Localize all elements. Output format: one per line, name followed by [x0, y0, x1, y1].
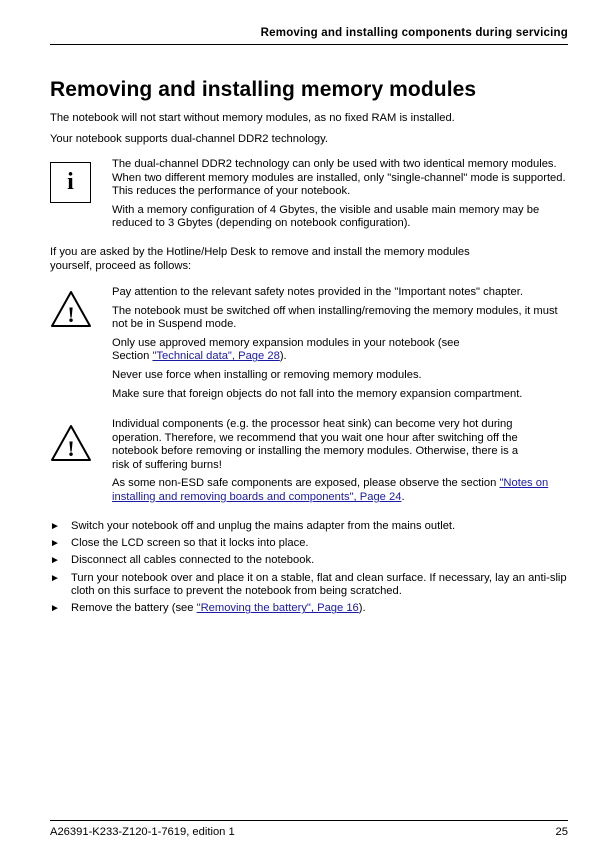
running-header: Removing and installing components during servicing	[260, 27, 568, 39]
warning-triangle-icon	[50, 290, 92, 333]
info-note-paragraph: The dual-channel DDR2 technology can only be used with two identical memory modules. When two different memory modules are installed, only "single-channel" mode is supported. This reduces the performance of your notebook.	[112, 158, 566, 198]
intro-paragraph-2: Your notebook supports dual-channel DDR2 technology.	[50, 133, 329, 145]
step-text: Close the LCD screen so that it locks into place.	[71, 537, 309, 550]
list-item	[50, 572, 570, 599]
warning-text-span: ).	[279, 350, 287, 363]
info-note	[50, 158, 570, 236]
notes-boards-components-link[interactable]: "Notes on installing and removing boards and components", Page 24	[112, 477, 549, 503]
technical-data-link[interactable]: "Technical data", Page 28	[152, 350, 280, 363]
step-text: Switch your notebook off and unplug the mains adapter from the mains outlet.	[71, 520, 456, 532]
bullet-arrow-icon: ►	[50, 555, 60, 567]
hotline-paragraph: If you are asked by the Hotline/Help Desk to remove and install the memory modules yourself, proceed as follows:	[50, 246, 470, 272]
warning-paragraph	[112, 477, 570, 504]
warning-note-1-text	[112, 286, 570, 406]
step-text: ).	[358, 602, 366, 615]
svg-text:!: !	[67, 436, 75, 461]
warning-text-span: .	[401, 490, 405, 503]
warning-paragraph: Make sure that foreign objects do not fall into the memory expansion compartment.	[112, 387, 523, 400]
info-note-paragraph: With a memory configuration of 4 Gbytes, the visible and usable main memory may be reduced to 3 Gbytes (depending on notebook configuration).	[112, 203, 540, 230]
removing-battery-link[interactable]: "Removing the battery", Page 16	[196, 602, 359, 615]
warning-paragraph: Never use force when installing or removing memory modules.	[112, 368, 422, 381]
bullet-arrow-icon: ►	[50, 521, 60, 532]
info-note-text	[112, 158, 570, 236]
bullet-arrow-icon: ►	[50, 538, 60, 550]
list-item	[50, 602, 570, 616]
warning-note-2-text	[112, 418, 570, 510]
list-item	[50, 520, 570, 534]
info-icon: i	[50, 162, 91, 203]
list-item	[50, 537, 570, 551]
warning-paragraph: Pay attention to the relevant safety notes provided in the "Important notes" chapter.	[112, 286, 523, 298]
warning-note-2	[50, 418, 570, 510]
step-text: Turn your notebook over and place it on a stable, flat and clean surface. If necessary, lay an anti-slip cloth on this surface to prevent the notebook from being scratched.	[71, 571, 567, 598]
warning-note-1	[50, 286, 570, 408]
footer-page-number: 25	[555, 826, 568, 838]
step-text: Remove the battery (see	[71, 602, 197, 615]
bullet-arrow-icon: ►	[50, 572, 60, 584]
header-rule	[50, 44, 568, 45]
list-item	[50, 554, 570, 568]
procedure-steps	[50, 520, 570, 620]
footer-doc-id: A26391-K233-Z120-1-7619, edition 1	[50, 826, 235, 838]
step-text: Disconnect all cables connected to the notebook.	[71, 554, 315, 567]
warning-paragraph: The notebook must be switched off when installing/removing the memory modules, it must not be in Suspend mode.	[112, 304, 558, 331]
warning-paragraph	[112, 337, 492, 364]
warning-paragraph: Individual components (e.g. the processor heat sink) can become very hot during operation. Therefore, we recommend that you wait one hour after switching off the notebook before removing or installing the memory modules. Otherwise, there is a risk of suffering burns!	[112, 418, 519, 471]
warning-text-span: Only use approved memory expansion modules in your notebook (see Section	[112, 336, 460, 363]
warning-text-span: As some non-ESD safe components are exposed, please observe the section	[112, 477, 500, 490]
intro-paragraph-1: The notebook will not start without memory modules, as no fixed RAM is installed.	[50, 112, 455, 124]
bullet-arrow-icon: ►	[50, 603, 60, 615]
warning-triangle-icon	[50, 424, 92, 467]
page-title: Removing and installing memory modules	[50, 78, 477, 101]
footer-rule	[50, 820, 568, 821]
svg-text:!: !	[67, 302, 75, 327]
